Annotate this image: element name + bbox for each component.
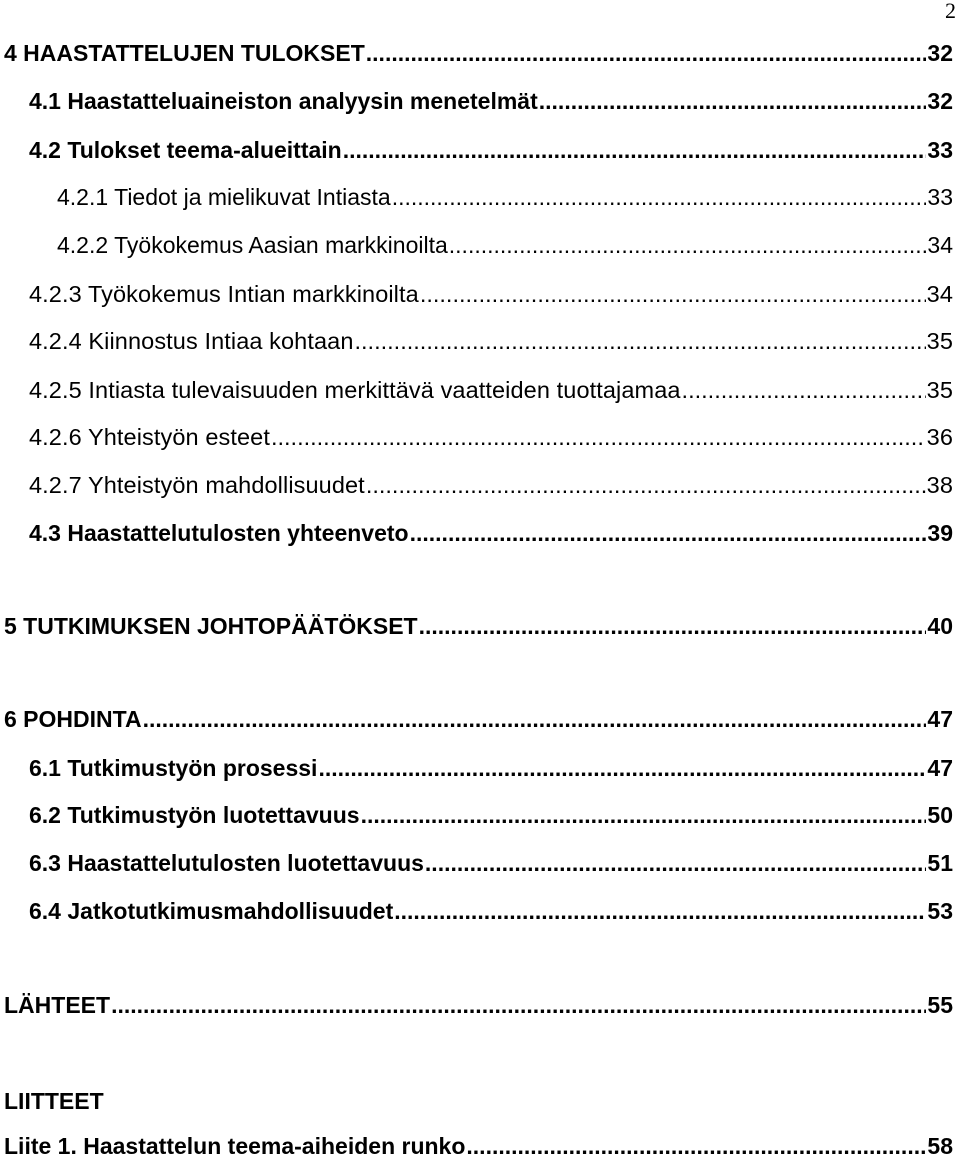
toc-dot-leader <box>143 706 927 733</box>
toc-dot-leader <box>419 613 927 640</box>
toc-entry-page: 47 <box>927 755 953 781</box>
toc-entry-4-2-7[interactable] <box>0 472 953 502</box>
toc-entry-page: 39 <box>927 520 953 546</box>
toc-entry-page: 35 <box>926 377 953 403</box>
toc-dot-leader <box>410 520 927 547</box>
toc-entry-4-2-2[interactable] <box>0 232 953 262</box>
toc-entry-title: 4.2.7 Yhteistyön mahdollisuudet <box>29 472 365 498</box>
toc-dot-leader <box>355 328 926 355</box>
toc-entry-title: 4.2.3 Työkokemus Intian markkinoilta <box>29 281 419 307</box>
toc-dot-leader <box>394 898 926 925</box>
toc-entry-title: 4.2.4 Kiinnostus Intiaa kohtaan <box>29 328 354 354</box>
toc-entry-page: 33 <box>927 137 953 163</box>
toc-dot-leader <box>361 802 927 829</box>
toc-entry-page: 50 <box>927 802 953 828</box>
toc-entry-6-4[interactable] <box>0 898 953 928</box>
toc-entry-title: 6.4 Jatkotutkimusmahdollisuudet <box>29 898 394 924</box>
toc-entry-6-2[interactable] <box>0 802 953 832</box>
toc-dot-leader <box>682 377 926 404</box>
toc-entry-page: 32 <box>927 40 953 66</box>
toc-dot-leader <box>392 184 927 211</box>
toc-entry-title: Liite 1. Haastattelun teema-aiheiden runko <box>4 1133 466 1159</box>
toc-entry-5[interactable] <box>0 613 953 643</box>
page-number: 2 <box>945 0 956 23</box>
toc-entry-title: 6.3 Haastattelutulosten luotettavuus <box>29 850 424 876</box>
toc-entry-4-2-5[interactable] <box>0 377 953 407</box>
toc-entry-title: 4 HAASTATTELUJEN TULOKSET <box>4 40 365 66</box>
toc-entry-title: 5 TUTKIMUKSEN JOHTOPÄÄTÖKSET <box>4 613 418 639</box>
toc-entry-title: 6.2 Tutkimustyön luotettavuus <box>29 802 360 828</box>
toc-dot-leader <box>318 755 926 782</box>
toc-dot-leader <box>449 232 927 259</box>
toc-entry-title: LÄHTEET <box>4 992 111 1018</box>
toc-entry-page: 53 <box>927 898 953 924</box>
toc-entry-4-2[interactable] <box>0 137 953 167</box>
toc-entry-6-3[interactable] <box>0 850 953 880</box>
toc-dot-leader <box>366 472 926 499</box>
toc-dot-leader <box>425 850 926 877</box>
toc-entry-title: 6 POHDINTA <box>4 706 142 732</box>
toc-dot-leader <box>466 1133 926 1160</box>
toc-entry-4-3[interactable] <box>0 520 953 550</box>
toc-entry-page: 34 <box>927 232 953 258</box>
toc-entry-title: 6.1 Tutkimustyön prosessi <box>29 755 318 781</box>
toc-dot-leader <box>111 992 926 1019</box>
toc-entry-page: 32 <box>927 88 953 114</box>
toc-entry-4-1[interactable] <box>0 88 953 118</box>
toc-entry-page: 58 <box>927 1133 953 1159</box>
toc-entry-page: 40 <box>927 613 953 639</box>
toc-entry-4-2-1[interactable] <box>0 184 953 214</box>
toc-entry-title: 4.2.1 Tiedot ja mielikuvat Intiasta <box>57 184 391 210</box>
toc-entry-title: 4.2.5 Intiasta tulevaisuuden merkittävä vaatteiden tuottajamaa <box>29 377 681 403</box>
toc-entry-6[interactable] <box>0 706 953 736</box>
toc-dot-leader <box>271 424 926 451</box>
toc-dot-leader <box>539 88 927 115</box>
toc-entry-page: 33 <box>927 184 953 210</box>
toc-entry-page: 36 <box>926 424 953 450</box>
toc-dot-leader <box>343 137 927 164</box>
toc-entry-6-1[interactable] <box>0 755 953 785</box>
toc-entry-liite-1[interactable] <box>0 1133 953 1163</box>
toc-entry-page: 35 <box>926 328 953 354</box>
toc-entry-4-2-3[interactable] <box>0 281 953 311</box>
toc-entry-page: 55 <box>927 992 953 1018</box>
toc-entry-title: 4.1 Haastatteluaineiston analyysin menetelmät <box>29 88 538 114</box>
toc-entry-page: 34 <box>926 281 953 307</box>
toc-entry-page: 47 <box>927 706 953 732</box>
toc-entry-title: 4.2.2 Työkokemus Aasian markkinoilta <box>57 232 448 258</box>
toc-entry-4[interactable] <box>0 40 953 70</box>
toc-entry-title: 4.2 Tulokset teema-alueittain <box>29 137 342 163</box>
toc-dot-leader <box>366 40 927 67</box>
toc-entry-title: 4.3 Haastattelutulosten yhteenveto <box>29 520 409 546</box>
toc-entry-4-2-6[interactable] <box>0 424 953 454</box>
toc-entry-4-2-4[interactable] <box>0 328 953 358</box>
appendix-heading: LIITTEET <box>4 1088 104 1114</box>
toc-entry-page: 51 <box>927 850 953 876</box>
toc-entry-page: 38 <box>926 472 953 498</box>
toc-entry-lahteet[interactable] <box>0 992 953 1022</box>
toc-entry-title: 4.2.6 Yhteistyön esteet <box>29 424 270 450</box>
toc-dot-leader <box>420 281 926 308</box>
